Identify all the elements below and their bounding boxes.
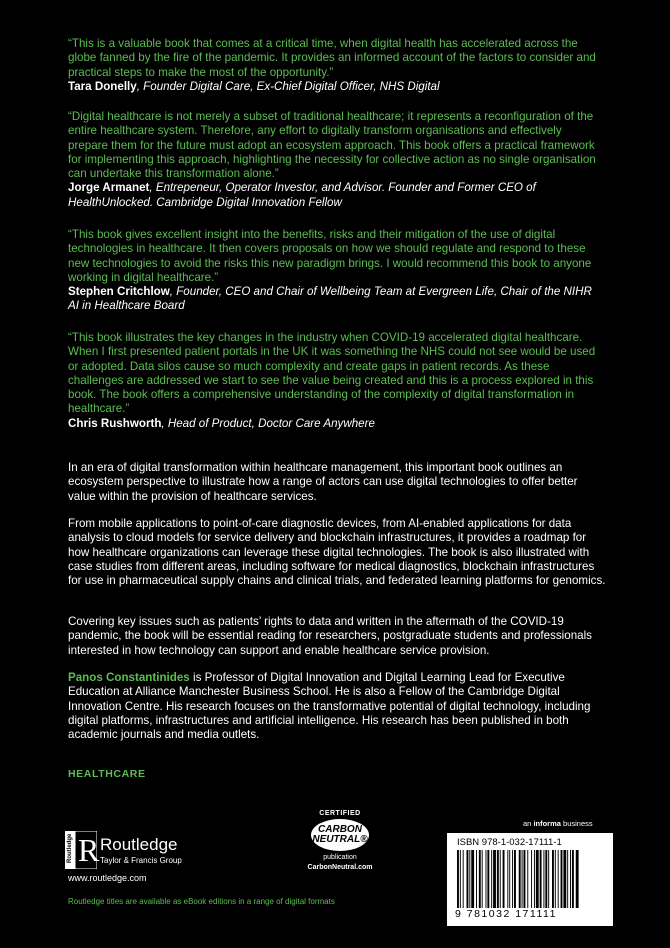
informa-business: an informa business (523, 819, 593, 828)
barcode-bar (561, 850, 563, 908)
isbn-barcode (447, 833, 613, 926)
quote-text: “This is a valuable book that comes at a critical time, when digital health has accelerated across the globe fanned by the fire of the pandemic. It provides an informed account of the factors to consider and practical steps to make the most of the opportunity.” (68, 37, 596, 79)
review-quote-2 (68, 110, 600, 210)
author-bio (68, 671, 608, 742)
quote-text: “Digital healthcare is not merely a subset of traditional healthcare; it represents a reconfiguration of the entire healthcare system. Therefore, any effort to digitally transform organisations and effectively prepare them for the future must adopt an ecosystem approach. This book offers a practical framework for implementing this approach, highlighting the necessity for collective action as no single organisation can undertake this transformation alone.” (68, 110, 596, 181)
barcode-bars (457, 850, 603, 908)
carbon-word: CARBON (318, 824, 362, 835)
publisher-name: Routledge (100, 835, 178, 854)
quote-attribution (68, 417, 600, 431)
quote-text: “This book illustrates the key changes in the industry when COVID-19 accelerated digital healthcare. When I first presented patient portals in the UK it was something the NHS could not see would be used or adopted. Data silos cause so much complexity and create gaps in patient records. As these challenges are addressed we start to see the value being created and this is a process explored in this book. The book offers a comprehensive understanding of the complexity of digital transformation in healthcare.” (68, 331, 596, 416)
barcode-bar (555, 850, 556, 908)
publisher-group: Taylor & Francis Group (100, 856, 182, 865)
barcode-bar (531, 850, 532, 908)
description-paragraph-2: From mobile applications to point-of-care diagnostic devices, from AI-enabled applications for data analysis to cloud models for service delivery and blockchain infrastructures, it provides a roadmap for how healthcare organizations can leverage these digital technologies. The book is also illustrated with case studies from different areas, including software for medical diagnostics, blockchain infrastructures for use in pharmaceutical supply chains and clinical trials, and federated learning platforms for genomics. (68, 517, 606, 588)
category-label: HEALTHCARE (68, 768, 146, 780)
barcode-bar (503, 850, 505, 908)
carbon-publication: publication (323, 854, 357, 861)
barcode-bar (576, 850, 579, 908)
barcode-bar (460, 850, 461, 908)
quote-author: Tara Donelly (68, 79, 137, 93)
carbon-neutral-badge (300, 808, 380, 888)
review-quote-4 (68, 331, 600, 431)
routledge-r-letter: R (78, 832, 100, 868)
barcode-bar (514, 850, 516, 908)
quote-attribution (68, 80, 600, 94)
carbon-circle (311, 819, 369, 851)
barcode-bar (567, 850, 568, 908)
barcode-bar (476, 850, 477, 908)
barcode-bar (493, 850, 496, 908)
barcode-number: 9 781032 171111 (455, 908, 557, 920)
barcode-bar (563, 850, 566, 908)
author-name: Panos Constantinides (68, 671, 190, 684)
publisher-website[interactable]: www.routledge.com (68, 873, 147, 883)
barcode-bar (536, 850, 539, 908)
ebook-note: Routledge titles are available as eBook editions in a range of digital formats (68, 897, 335, 906)
barcode-bar (497, 850, 499, 908)
barcode-bar (570, 850, 571, 908)
barcode-bar (558, 850, 559, 908)
review-quote-1 (68, 37, 600, 94)
barcode-bar (457, 850, 459, 908)
quote-attribution (68, 181, 600, 210)
informa-brand: informa (533, 819, 561, 828)
barcode-bar (519, 850, 521, 908)
barcode-bar (534, 850, 535, 908)
barcode-bar (463, 850, 464, 908)
neutral-word: NEUTRAL® (312, 834, 368, 845)
routledge-logo (65, 831, 185, 869)
barcode-bar (469, 850, 470, 908)
barcode-bar (540, 850, 542, 908)
barcode-bar (545, 850, 547, 908)
barcode-bar (467, 850, 469, 908)
barcode-bar (491, 850, 492, 908)
barcode-bar (572, 850, 574, 908)
barcode-bar (487, 850, 489, 908)
quote-author-role: , Entrepeneur, Operator Investor, and Advisor. Founder and Former CEO of HealthUnlocked. Cambridge Digital Innovation Fellow (68, 181, 536, 209)
quote-attribution (68, 285, 600, 314)
barcode-bar (522, 850, 523, 908)
barcode-bar (548, 850, 549, 908)
routledge-vertical-text: Routledge (67, 833, 73, 863)
barcode-bar (486, 850, 487, 908)
barcode-bar (471, 850, 474, 908)
quote-author-role: , Head of Product, Doctor Care Anywhere (161, 416, 375, 430)
barcode-bar (527, 850, 528, 908)
barcode-bar (500, 850, 501, 908)
description-paragraph-3: Covering key issues such as patients’ rights to data and written in the aftermath of the COVID-19 pandemic, the book will be essential reading for researchers, postgraduate students and professionals interested in how technology can support and enable healthcare service provision. (68, 615, 592, 657)
barcode-bar (524, 850, 526, 908)
barcode-bar (479, 850, 481, 908)
barcode-bar (507, 850, 508, 908)
quote-text: “This book gives excellent insight into the benefits, risks and their mitigation of the use of digital technologies in healthcare. It then covers proposals on how we should regulate and respond to these new technologies to avoid the risks this new paradigm brings. I would recommend this book to anyone working in digital healthcare.” (68, 228, 592, 284)
quote-author: Jorge Armanet (68, 181, 150, 195)
quote-author-role: , Founder, CEO and Chair of Wellbeing Team at Evergreen Life, Chair of the NIHR AI in Healthcare Board (68, 285, 592, 313)
review-quote-3 (68, 228, 600, 314)
isbn-label: ISBN 978-1-032-17111-1 (457, 837, 562, 848)
barcode-bar (509, 850, 510, 908)
quote-author-role: , Founder Digital Care, Ex-Chief Digital Officer, NHS Digital (136, 79, 440, 93)
carbon-certified: CERTIFIED (319, 810, 361, 817)
quote-author: Chris Rushworth (68, 416, 162, 430)
barcode-bar (482, 850, 483, 908)
barcode-bar (552, 850, 554, 908)
barcode-bar (543, 850, 544, 908)
carbon-site: CarbonNeutral.com (307, 864, 373, 871)
description-paragraph-1: In an era of digital transformation within healthcare management, this important book outlines an ecosystem perspective to illustrate how a range of actors can use digital technologies to offer better value within the provision of healthcare services. (68, 461, 578, 503)
author-bio-text: is Professor of Digital Innovation and Digital Learning Lead for Executive Education at Alliance Manchester Business School. He is also a Fellow of the Cambridge Digital Innovation Centre. His research focuses on the transformative potential of digital technology, including digital platforms, infrastructures and artificial intelligence. His research has been published in both academic journals and media outlets. (68, 671, 591, 742)
quote-author: Stephen Critchlow (68, 285, 170, 299)
barcode-bar (512, 850, 513, 908)
